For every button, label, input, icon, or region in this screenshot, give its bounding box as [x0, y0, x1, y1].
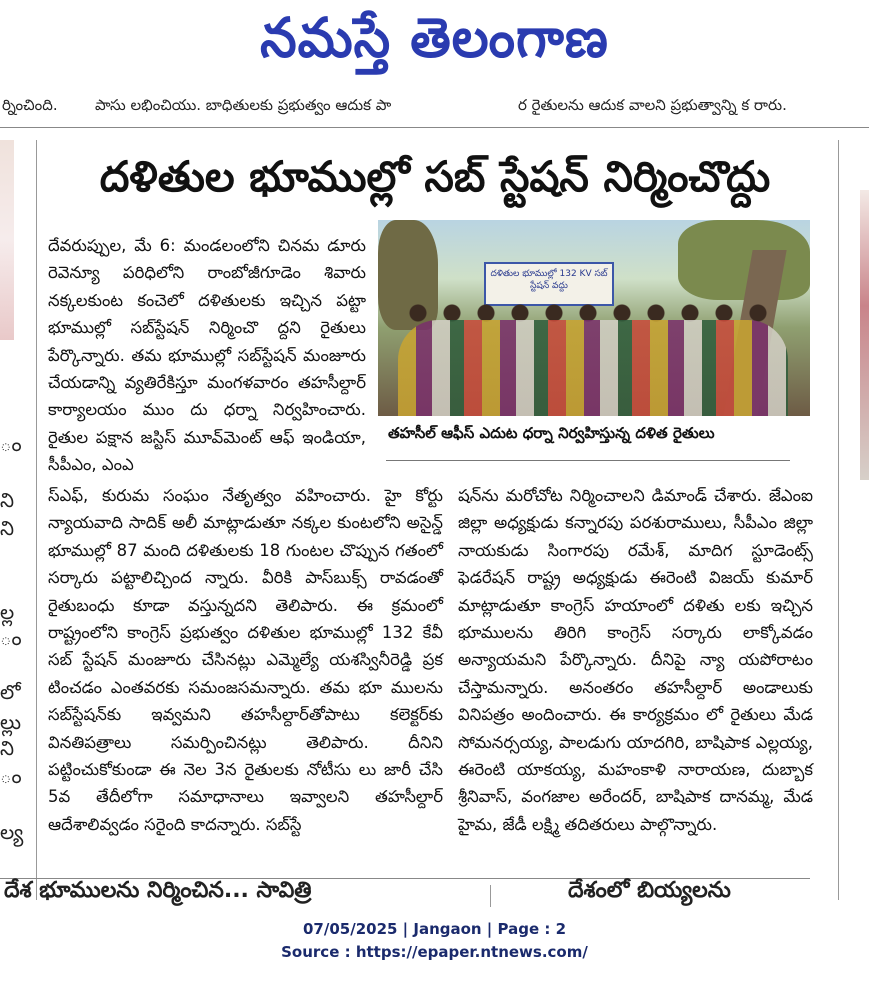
masthead-title: నమస్తే తెలంగాణ	[260, 6, 609, 71]
page-footer	[0, 918, 869, 964]
photo-protest-banner: దళితుల భూముల్లో 132 KV సబ్ స్టేషన్ వద్దు	[484, 262, 614, 306]
left-edge-char: ల్లు	[0, 710, 22, 734]
top-cut-strip	[0, 88, 869, 128]
left-neighbor-photo	[0, 140, 14, 340]
left-edge-char: ని	[0, 488, 15, 512]
article-photo	[378, 220, 810, 416]
footer-source: Source : https://epaper.ntnews.com/	[281, 943, 588, 961]
photo-caption: తహసీల్ ఆఫీస్ ఎదుట ధర్నా నిర్వహిస్తున్న దళిత రైతులు	[388, 424, 715, 442]
left-edge-char: ం	[0, 626, 22, 650]
bottom-strip-text-b: దేశంలో బియ్యలను	[568, 878, 731, 903]
left-edge-char: ని	[0, 736, 15, 760]
left-neighbor-column	[0, 140, 24, 900]
top-strip-text-b: పాసు లభించియు. బాధితులకు ప్రభుత్వం ఆదుక పా	[95, 96, 392, 114]
left-edge-char: లో	[0, 680, 21, 704]
caption-divider	[386, 460, 790, 461]
bottom-cut-strip	[0, 878, 869, 906]
right-neighbor-column	[860, 140, 869, 900]
top-strip-text-c: ర రైతులను ఆదుక వాలని ప్రభుత్వాన్ని క రారు.	[518, 96, 787, 114]
left-edge-char: ని	[0, 516, 15, 540]
left-edge-char: ల్య	[0, 820, 24, 844]
right-column-rule	[838, 140, 839, 900]
bottom-strip-text-a: దేశ భూములను నిర్మించిన... సావిత్రి	[4, 878, 312, 903]
left-edge-char: ం	[0, 432, 22, 456]
bottom-strip-separator	[490, 885, 491, 907]
top-divider	[0, 127, 869, 128]
article-column-3: షన్‌ను మరోచోట నిర్మించాలని డిమాండ్ చేశారు. జేఎంఐ జిల్లా అధ్యక్షుడు కన్నారపు పరశురాములు, సీపీఎం జిల్లా నాయకుడు సింగారపు రమేశ్, మాదిగ స్టూడెంట్స్ ఫెడరేషన్ రాష్ట్ర అధ్యక్షుడు ఈరెంటి విజయ్ కుమార్ మాట్లాడుతూ కాంగ్రెస్ హయాంలో దళితు లకు ఇచ్చిన భూములను తిరిగి కాంగ్రెస్ సర్కారు లాక్కోవడం అన్యాయమని పేర్కొన్నారు. దీనిపై న్యా యపోరాటం చేస్తామన్నారు. అనంతరం తహసీల్దార్ అండాలుకు వినిపత్రం అందించారు. ఈ కార్యక్రమం లో రైతులు మేడ సోమనర్సయ్య, పాలడుగు యాదగిరి, బాషిపాక ఎల్లయ్య, ఈరెంటి యాకయ్య, మహంకాళి నారాయణ, దుబ్బాక శ్రీనివాస్, వంగజాల అరేందర్, బాషిపాక దానమ్మ, మేడ హైమ, జేడీ లక్ష్మి తదితరులు పాల్గొన్నారు.	[458, 486, 813, 834]
photo-tree-right	[678, 220, 810, 300]
top-strip-text-a: ర్నించింది.	[2, 96, 58, 114]
photo-crowd	[398, 320, 788, 416]
article-headline: దళితుల భూముల్లో సబ్ స్టేషన్ నిర్మించొద్దు	[99, 152, 771, 201]
footer-date-edition: 07/05/2025 | Jangaon | Page : 2	[302, 920, 567, 938]
masthead	[0, 0, 869, 80]
article-column-2: స్ఎఫ్, కురుమ సంఘం నేతృత్వం వహించారు. హై కోర్టు న్యాయవాది సాదిక్ అలీ మాట్లాడుతూ నక్కల కుంటలోని అసైన్డ్ భూముల్లో 87 మంది దళితులకు 18 గుంటల చొప్పున గతంలో సర్కారు పట్టాలిచ్చింద న్నారు. వీరికి పాస్‌బుక్స్ రావడంతో రైతుబంధు కూడా వస్తున్నదని తెలిపారు. ఈ క్రమంలో రాష్ట్రంలోని కాంగ్రెస్ ప్రభుత్వం దళితుల భూముల్లో 132 కేవీ సబ్ స్టేషన్ మంజూరు చేసినట్లు ఎమ్మెల్యే యశస్వినీరెడ్డి ప్రక టించడం ఎంతవరకు సమంజసమన్నారు. తమ భూ ములను సబ్‌స్టేషన్‌కు ఇవ్వమని తహసీల్దార్‌తోపాటు కలెక్టర్‌కు వినతిపత్రాలు సమర్పించినట్లు తెలిపారు. దీనిని పట్టించుకోకుండా ఈ నెల 3న రైతులకు నోటీసు లు జారీ చేసి 5వ తేదీలోగా సమాధానాలు ఇవ్వాలని తహసీల్దార్ ఆదేశాలివ్వడం సరైంది కాదన్నారు. సబ్‌స్టే	[48, 486, 443, 834]
article-column-1: దేవరుప్పుల, మే 6: మండలంలోని చినమ డూరు రెవెన్యూ పరిధిలోని రాంబోజీగూడెం శివారు నక్కలకుంట కంచెలో దళితులకు ఇచ్చిన పట్టా భూముల్లో సబ్‌స్టేషన్ నిర్మించొ ద్దని రైతులు పేర్కొన్నారు. తమ భూముల్లో సబ్‌స్టేషన్ మంజూరు చేయడాన్ని వ్యతిరేకిస్తూ మంగళవారం తహసీల్దార్ కార్యాలయం ముం దు ధర్నా నిర్వహించారు. రైతుల పక్షాన జస్టిస్ మూవ్‌మెంట్ ఆఫ్ ఇండియా, సీపీఎం, ఎంఎ	[48, 236, 366, 475]
left-edge-char: ం	[0, 764, 22, 788]
right-neighbor-photo	[860, 190, 869, 480]
left-edge-char: ల్ల	[0, 600, 15, 624]
left-column-rule	[36, 140, 37, 900]
